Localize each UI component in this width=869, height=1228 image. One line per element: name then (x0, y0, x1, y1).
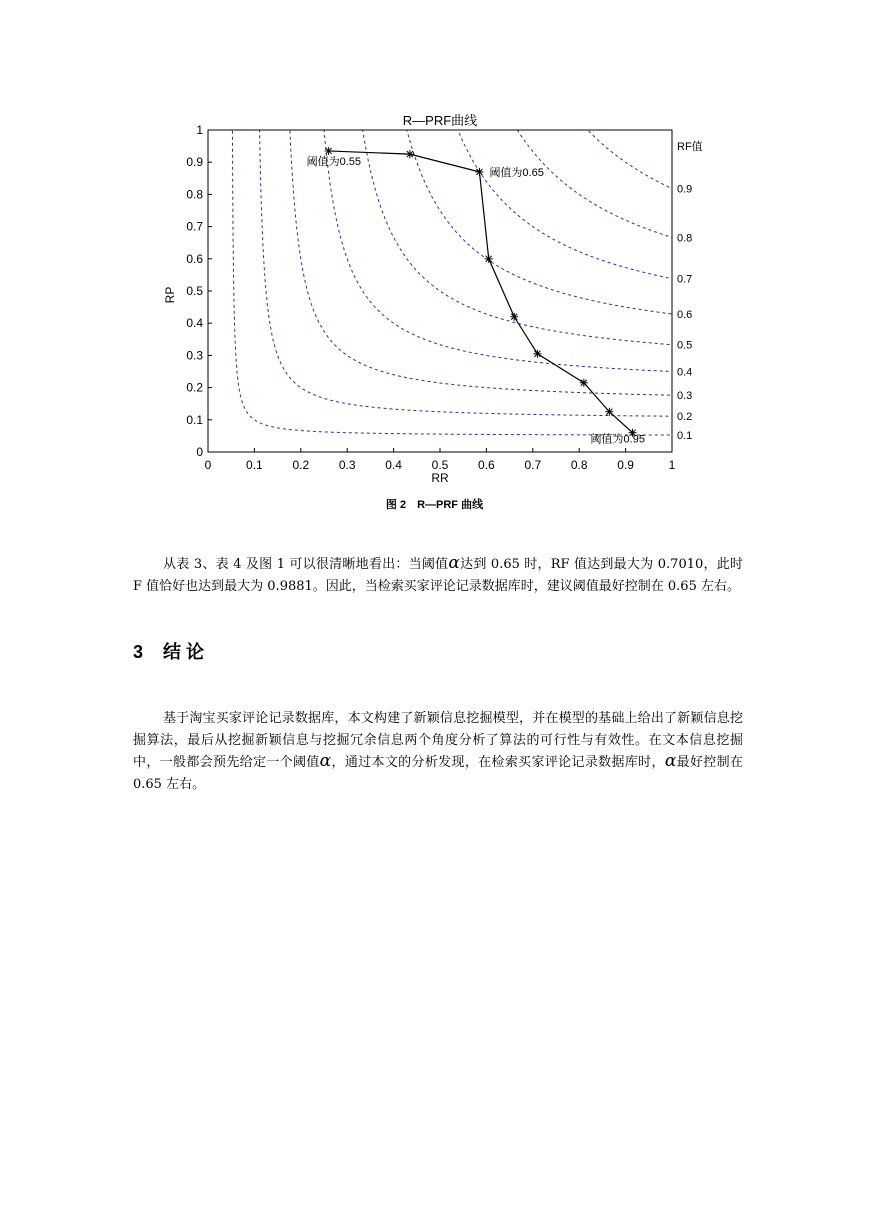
rf-contour-0.2 (259, 100, 672, 416)
y-tick-label: 0 (196, 445, 203, 459)
y-tick-label: 0.5 (186, 284, 203, 298)
section-title: 结 论 (163, 642, 205, 662)
y-tick-label: 0.8 (186, 187, 203, 202)
y-tick-label: 0.3 (186, 348, 203, 363)
rf-contour-label: 0.5 (677, 339, 693, 352)
rf-contour-0.1 (232, 113, 672, 435)
x-tick-label: 0 (204, 458, 212, 472)
rf-contour-label: 0.4 (677, 366, 693, 379)
data-point-marker (533, 350, 541, 358)
rf-contour-label: 0.7 (677, 273, 693, 286)
paragraph-analysis (133, 553, 743, 597)
rf-contour-0.9 (562, 100, 672, 189)
data-point-marker (510, 313, 518, 321)
y-tick-label: 0.9 (186, 155, 203, 170)
paragraph-analysis-text-1: 从表 3、表 4 及图 1 可以很清晰地看出：当阈值 (163, 557, 449, 572)
rf-contour-0.3 (289, 107, 672, 395)
y-axis-label: RP (163, 286, 177, 304)
x-tick-label: 0.9 (617, 458, 634, 472)
alpha-symbol: α (319, 751, 332, 771)
x-tick-label: 1 (668, 458, 676, 472)
y-tick-label: 0.2 (186, 380, 203, 395)
rf-contour-0.7 (447, 100, 673, 279)
x-tick-label: 0.6 (478, 458, 495, 472)
y-tick-label: 0.4 (186, 316, 203, 331)
rf-contour-0.5 (358, 100, 672, 345)
paragraph-conclusion-text-1: 基于淘宝买家评论记录数据库，本文构建了新颖信息挖掘模型，并在模型的基础上给出了新颖信息挖掘算法，最后从挖掘新颖信息与挖掘冗余信息两个角度分析了算法的可行性与有效性。在文本信息挖掘中，一般都会预先给定一个阈值 (133, 711, 743, 770)
data-point-marker (406, 150, 414, 158)
x-tick-label: 0.1 (246, 458, 263, 472)
rf-contour-label: 0.2 (677, 411, 693, 424)
paragraph-conclusion-text-2: ，通过本文的分析发现，在检索买家评论记录数据库时， (331, 755, 665, 770)
rf-contour-label: 0.8 (677, 232, 693, 245)
section-number: 3 (133, 642, 144, 662)
rf-contour-label: 0.1 (677, 430, 693, 443)
data-point-marker (475, 168, 483, 176)
y-tick-label: 1 (196, 123, 203, 137)
threshold-annotation: 阈值为0.65 (489, 166, 544, 179)
rf-contour-label: 0.3 (677, 390, 693, 403)
threshold-annotation: 阈值为0.55 (306, 155, 362, 168)
r-prf-curve (329, 151, 633, 433)
y-tick-label: 0.7 (186, 219, 203, 234)
section-heading (133, 638, 204, 664)
chart-title: R—PRF曲线 (402, 113, 478, 128)
paragraph-conclusion-text-3: 最好控制在 0.65 左右。 (133, 755, 743, 792)
data-point-marker (605, 408, 613, 416)
rf-legend-title: RF值 (677, 141, 703, 153)
y-tick-label: 0.1 (186, 412, 203, 427)
threshold-annotation: 阈值为0.95 (590, 433, 645, 446)
data-point-marker (485, 255, 493, 263)
rf-contour-0.4 (322, 100, 673, 372)
y-tick-label: 0.6 (186, 251, 203, 266)
r-prf-chart (150, 100, 720, 490)
x-axis-label: RR (431, 471, 449, 485)
paragraph-analysis-text-2: 达到 0.65 时，RF 值达到最大为 0.7010，此时 F 值恰好也达到最大为 0.9881。因此，当检索买家评论记录数据库时，建议阈值最好控制在 0.65 左右。 (133, 557, 743, 594)
contour-group (232, 100, 672, 435)
alpha-symbol: α (448, 553, 460, 573)
data-point-marker (580, 379, 588, 387)
paragraph-conclusion (133, 708, 743, 795)
alpha-symbol: α (664, 751, 677, 771)
x-tick-label: 0.2 (292, 458, 310, 472)
rf-contour-label: 0.6 (677, 309, 693, 321)
x-tick-label: 0.7 (524, 458, 542, 472)
data-point-marker (325, 147, 333, 155)
x-tick-label: 0.5 (431, 458, 449, 472)
x-tick-label: 0.4 (385, 458, 402, 472)
rf-contour-label: 0.9 (677, 183, 693, 196)
x-tick-label: 0.8 (570, 458, 588, 472)
x-tick-label: 0.3 (338, 458, 356, 472)
rf-contour-0.6 (400, 100, 673, 314)
figure-caption: 图 2 R—PRF 曲线 (385, 499, 484, 511)
